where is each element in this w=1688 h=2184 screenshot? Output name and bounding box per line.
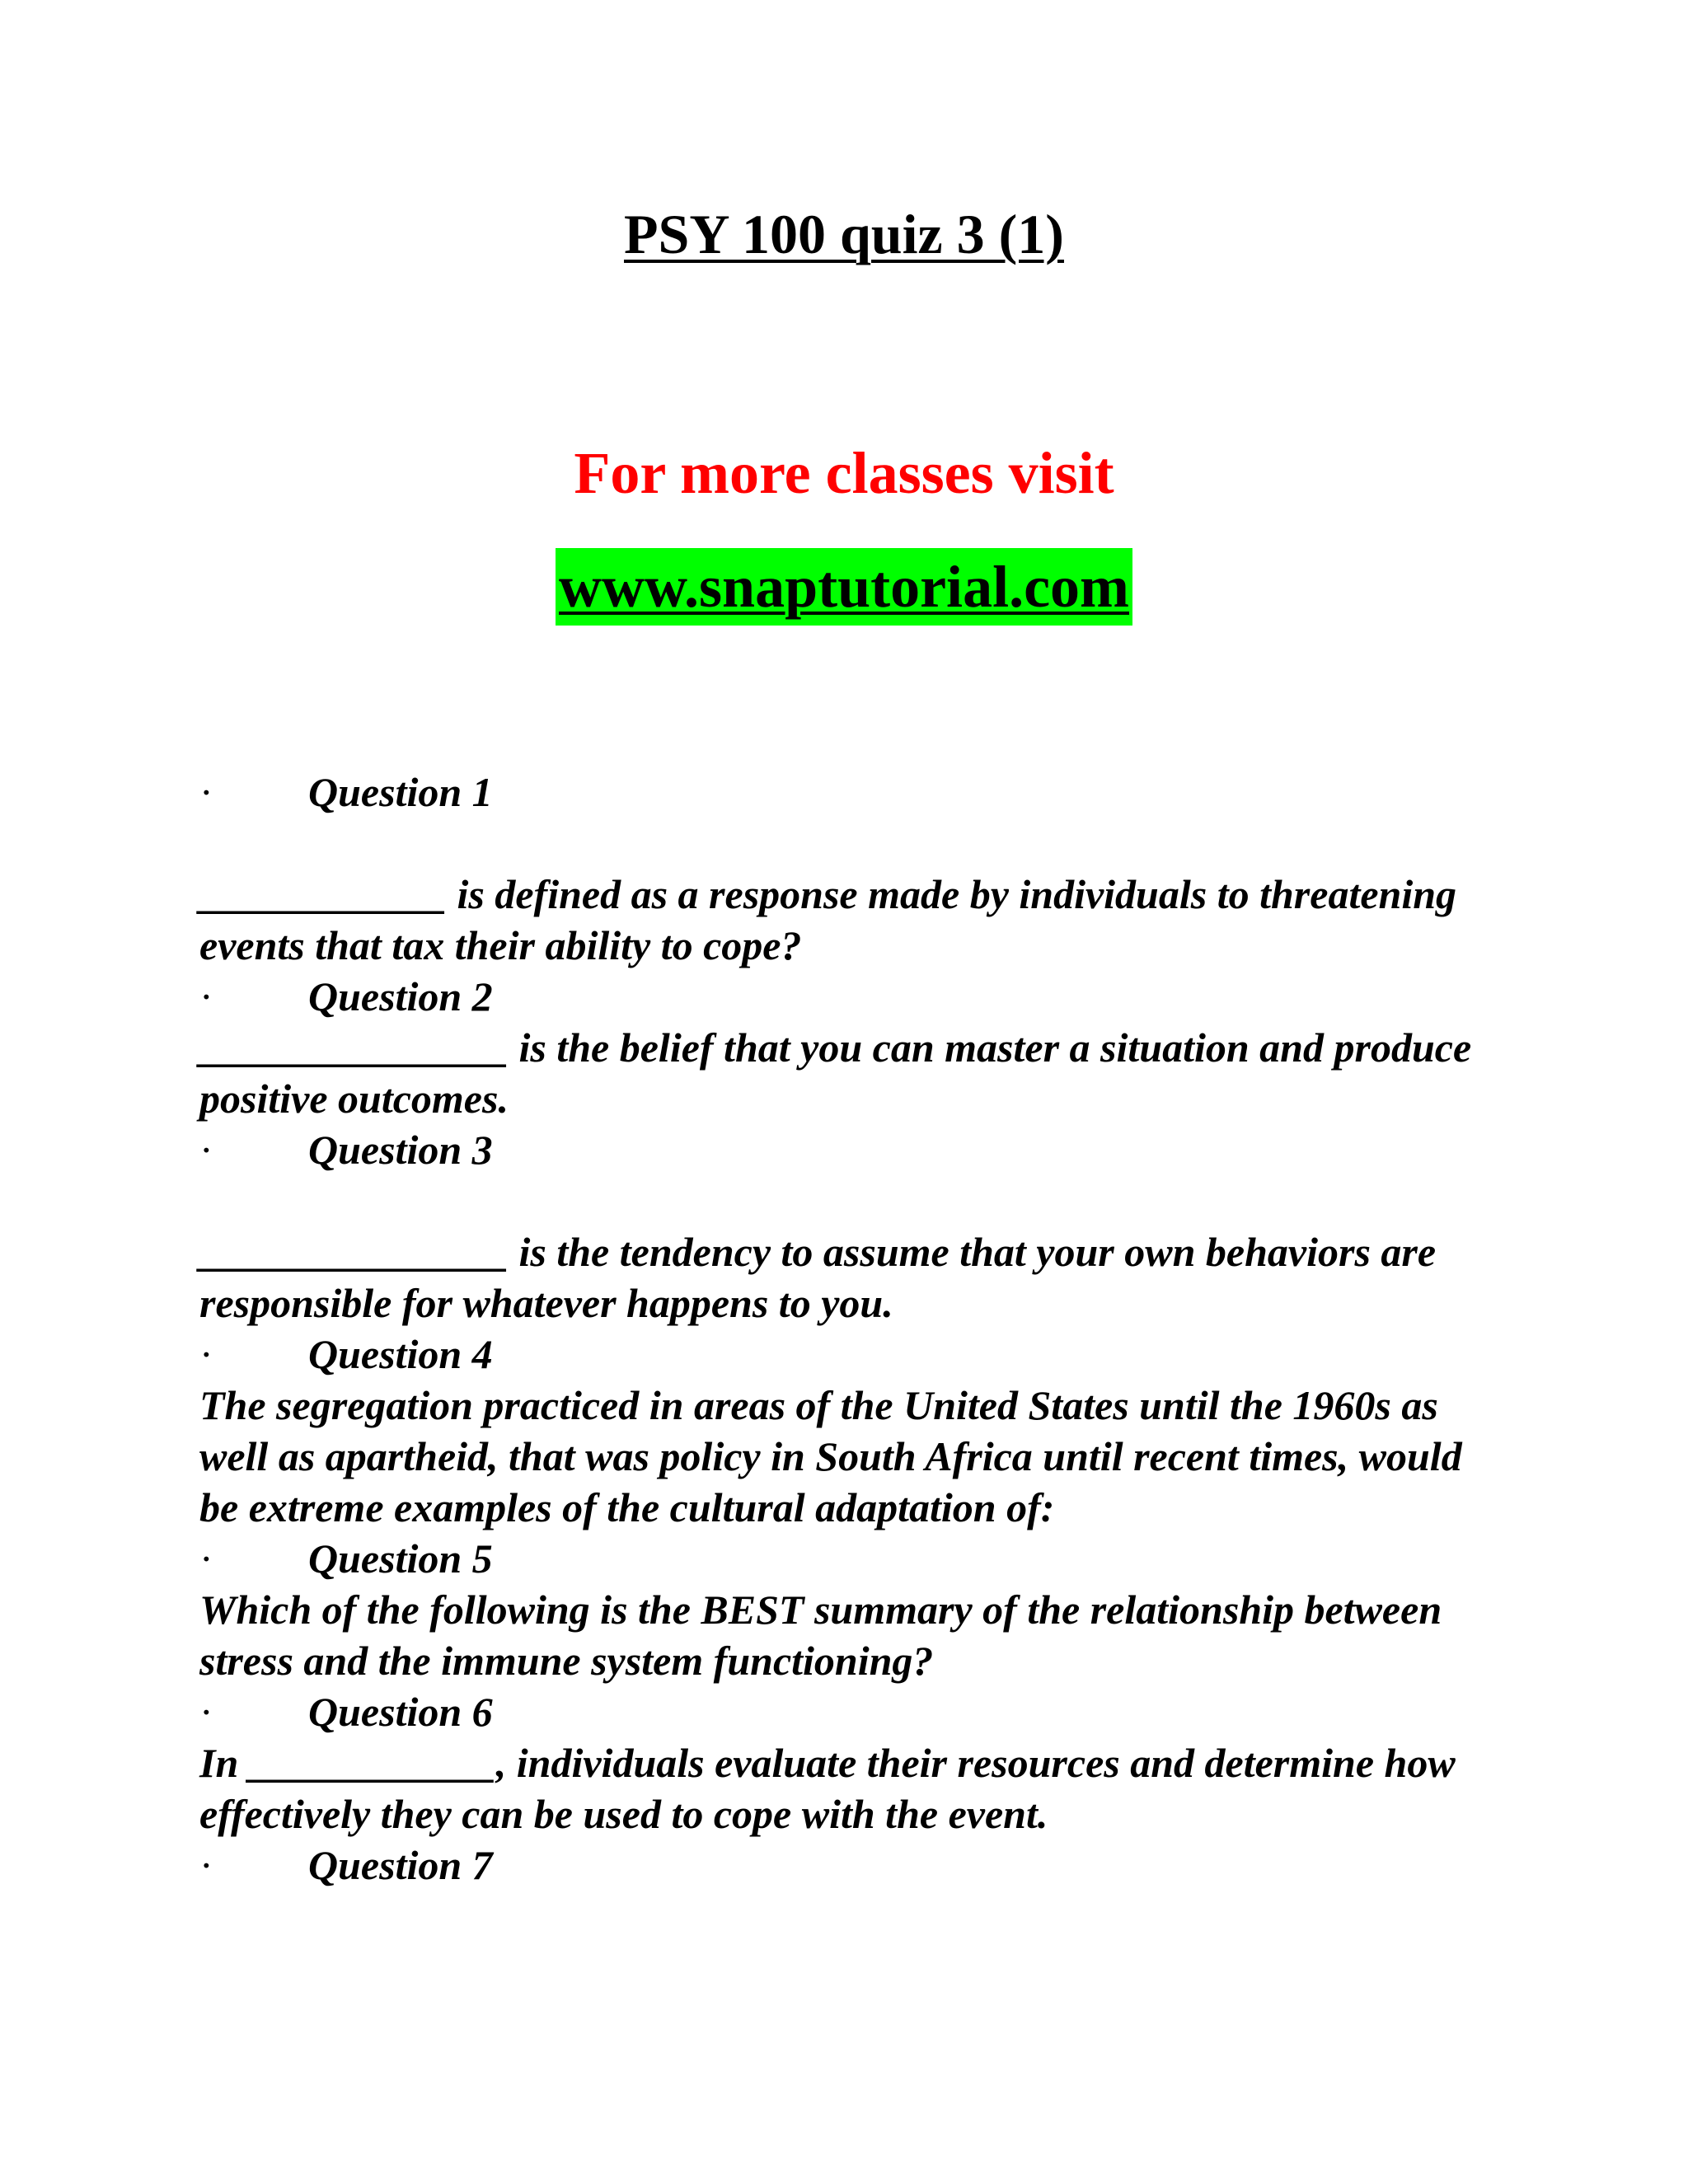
question-heading [199,1533,1502,1584]
bullet-icon: · [199,1127,213,1173]
question-text: The segregation practiced in areas of the United States until the 1960s as well as apartheid, that was policy in South Africa until recent times, would be extreme examples of the cultural adaptation of: [199,1382,1462,1530]
website-link[interactable]: www.snaptutorial.com [556,548,1132,626]
question-heading [199,971,1502,1022]
question-heading [199,1124,1502,1175]
question-label: Question 3 [308,1127,493,1173]
document-title-text: PSY 100 quiz 3 (1) [624,203,1064,265]
question-label: Question 5 [308,1535,493,1582]
question-label: Question 1 [308,769,493,815]
question-text: _______________ is the tendency to assume that your own behaviors are responsible for whatever happens to you. [199,1229,1437,1326]
question-label: Question 6 [308,1689,493,1735]
bullet-icon: · [199,973,213,1019]
question-heading [199,766,1502,818]
question-heading [199,1840,1502,1891]
question-label: Question 7 [308,1842,493,1888]
question-text: ____________ is defined as a response made by individuals to threatening events that tax their ability to cope? [199,871,1457,968]
spacer [199,1175,1502,1226]
question-text: _______________ is the belief that you can master a situation and produce positive outcomes. [199,1024,1472,1122]
bullet-icon: · [199,1331,213,1377]
question-text: In ____________, individuals evaluate their resources and determine how effectively they can be used to cope with the event. [199,1740,1456,1837]
question-heading [199,1329,1502,1380]
question-label: Question 2 [308,973,493,1019]
bullet-icon: · [199,1535,213,1582]
document-title [0,199,1688,269]
bullet-icon: · [199,1689,213,1735]
question-text: Which of the following is the BEST summary of the relationship between stress and the immune system functioning? [199,1586,1442,1684]
bullet-icon: · [199,769,213,815]
question-label: Question 4 [308,1331,493,1377]
question-heading [199,1686,1502,1737]
spacer [199,818,1502,869]
promo-text: For more classes visit [574,440,1114,506]
bullet-icon: · [199,1842,213,1888]
link-row [0,548,1688,626]
question-list [199,766,1502,1891]
